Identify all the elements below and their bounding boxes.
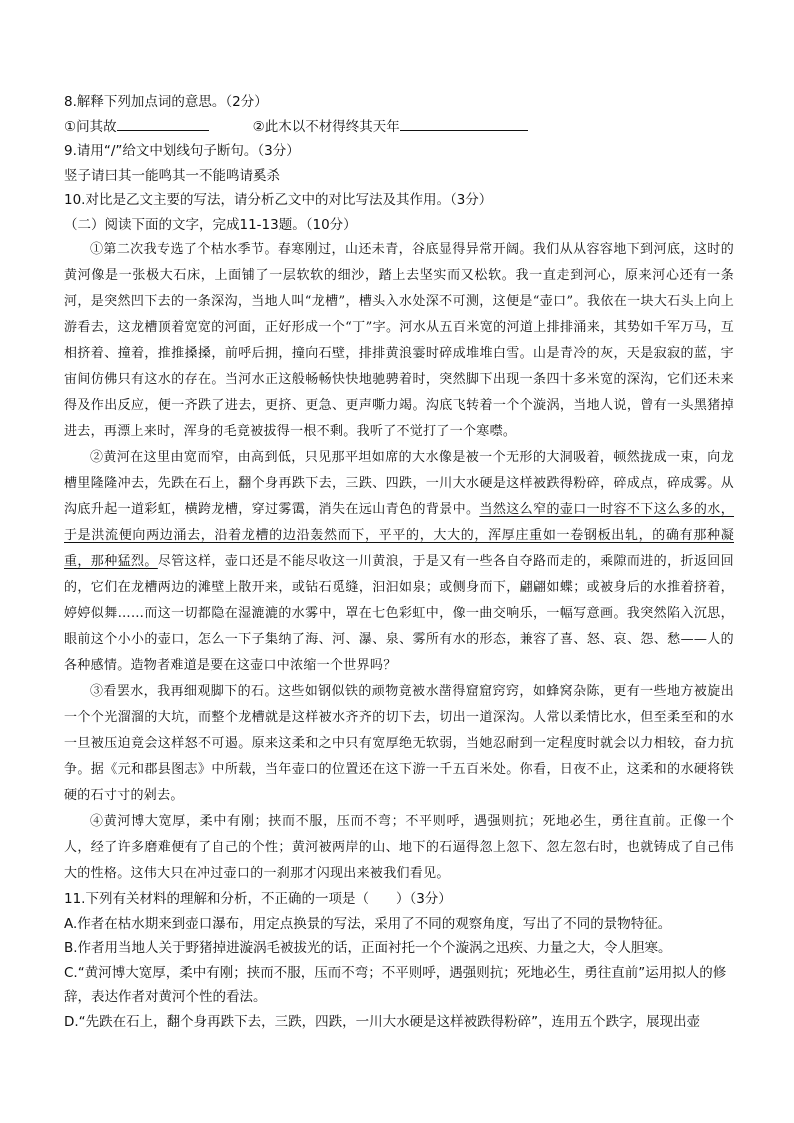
q11-option-a: A.作者在枯水期来到壶口瀑布，用定点换景的写法，采用了不同的观察角度，写出了不同的景物特征。	[64, 915, 672, 932]
q11-stem: 11.下列有关材料的理解和分析，不正确的一项是（ ）（3分）	[64, 891, 452, 907]
q11-option-d: D.“先跌在石上，翻个身再跌下去，三跌，四跌，一川大水硬是这样被跌得粉碎”，连用五个跌字，展现出壶	[64, 1013, 701, 1030]
document-page	[64, 90, 734, 1034]
answer-blank-b[interactable]	[400, 115, 528, 131]
paragraph-2-part-2: 尽管这样，壶口还是不能尽收这一川黄浪，于是又有一些各自夺路而走的，乘隙而进的，折返回回的，它们在龙槽两边的滩壁上散开来，或钻石觅缝，汩汩如泉；或侧身而下，翩翩如蝶；或被身后的水推着挤着，婷婷似舞……而这一切都隐在湿漉漉的水雾中，罩在七色彩虹中，像一曲交响乐，一幅写意画。我突然陷入沉思，眼前这个小小的壶口，怎么一下子集纳了海、河、瀑、泉、雾所有水的形态，兼容了喜、怒、哀、怨、愁——人的各种感情。造物者难道是要在这壶口中浓缩一个世界吗？	[64, 554, 734, 673]
q8-stem: 8.解释下列加点词的意思。（2分）	[64, 94, 268, 110]
passage-paragraph-1: ①第二次我专选了个枯水季节。春寒刚过，山还未青，谷底显得异常开阔。我们从从容容地下到河底，这时的黄河像是一张极大石床，上面铺了一层软软的细沙，踏上去坚实而又松软。我一直走到河心，原来河心还有一条河，是突然凹下去的一条深沟，当地人叫“龙槽”，槽头入水处深不可测，这便是“壶口”。我依在一块大石头上向上游看去，这龙槽顶着宽宽的河面，正好形成一个“丁”字。河水从五百米宽的河道上排排涌来，其势如千军万马，互相挤着、撞着，推推搡搡，前呼后拥，撞向石壁，排排黄浪霎时碎成堆堆白雪。山是青冷的灰，天是寂寂的蓝，宇宙间仿佛只有这水的存在。当河水正这般畅畅快快地驰骋着时，突然脚下出现一条四十多米宽的深沟，它们还未来得及作出反应，便一齐跌了进去，更挤、更急、更声嘶力竭。沟底飞转着一个个漩涡，当地人说，曾有一头黑猪掉进去，再漂上来时，浑身的毛竟被拔得一根不剩。我听了不觉打了一个寒噤。	[64, 242, 734, 439]
passage-paragraph-4: ④黄河博大宽厚，柔中有刚；挟而不服，压而不弯；不平则呼，遇强则抗；死地必生，勇往直前。正像一个人，经了许多磨难便有了自己的个性；黄河被两岸的山、地下的石逼得忽上忽下、忽左忽右时，也就铸成了自己伟大的性格。这伟大只在冲过壶口的一刹那才闪现出来被我们看见。	[64, 814, 734, 881]
answer-blank-a[interactable]	[117, 115, 209, 131]
q11-option-b: B.作者用当地人关于野猪掉进漩涡毛被拔光的话，正面衬托一个个漩涡之迅疾、力量之大，令人胆寒。	[64, 940, 672, 956]
q9-sentence: 竖子请曰其一能鸣其一不能鸣请奚杀	[64, 167, 280, 184]
passage-paragraph-3: ③看罢水，我再细观脚下的石。这些如钢似铁的顽物竟被水凿得窟窟窍窍，如蜂窝杂陈，更有一些地方被旋出一个个光溜溜的大坑，而整个龙槽就是这样被水齐齐的切下去，切出一道深沟。人常以柔情比水，但至柔至和的水一旦被压迫竟会这样怒不可遏。原来这柔和之中只有宽厚绝无软弱，当她忍耐到一定程度时就会以力相较，奋力抗争。据《元和郡县图志》中所载，当年壶口的位置还在这下游一千五百米处。你看，日夜不止，这柔和的水硬将铁硬的石寸寸的剁去。	[64, 684, 734, 803]
passage-paragraph-2	[64, 445, 734, 679]
paragraph-2-part-1: ②黄河在这里由宽而窄，由高到低，只见那平坦如席的大水像是被一个无形的大洞吸着，顿然拢成一束，向龙槽里隆隆冲去，先跌在石上，翻个身再跌下去，三跌、四跌，一川大水硬是这样被跌得粉碎，碎成点，碎成雾。从沟底升起一道彩虹，横跨龙槽，穿过雾霭，消失在远山青色的背景中。	[64, 450, 734, 517]
q8-item-b: ②此木以不材得终其天年	[252, 118, 400, 135]
q8-item-a: ①问其故	[64, 118, 117, 135]
section-heading: （二）阅读下面的文字，完成11-13题。（10分）	[64, 216, 357, 233]
q8-items	[64, 115, 734, 140]
q10-stem: 10.对比是乙文主要的写法，请分析乙文中的对比写法及其作用。（3分）	[64, 192, 493, 208]
q11-option-c: C.“黄河博大宽厚，柔中有刚；挟而不服，压而不弯；不平则呼，遇强则抗；死地必生，勇往直前”运用拟人的修辞，表达作者对黄河个性的看法。	[64, 964, 727, 1005]
underlined-sentence: 当然这么窄的壶口一时容不下这么多的水，于是洪流便向两边涌去，沿着龙槽的边沿轰然而下，平平的，大大的，浑厚庄重如一卷钢板出轧，的确有那种凝重，那种猛烈。	[64, 502, 735, 569]
q9-stem: 9.请用“/”给文中划线句子断句。（3分）	[64, 143, 300, 159]
